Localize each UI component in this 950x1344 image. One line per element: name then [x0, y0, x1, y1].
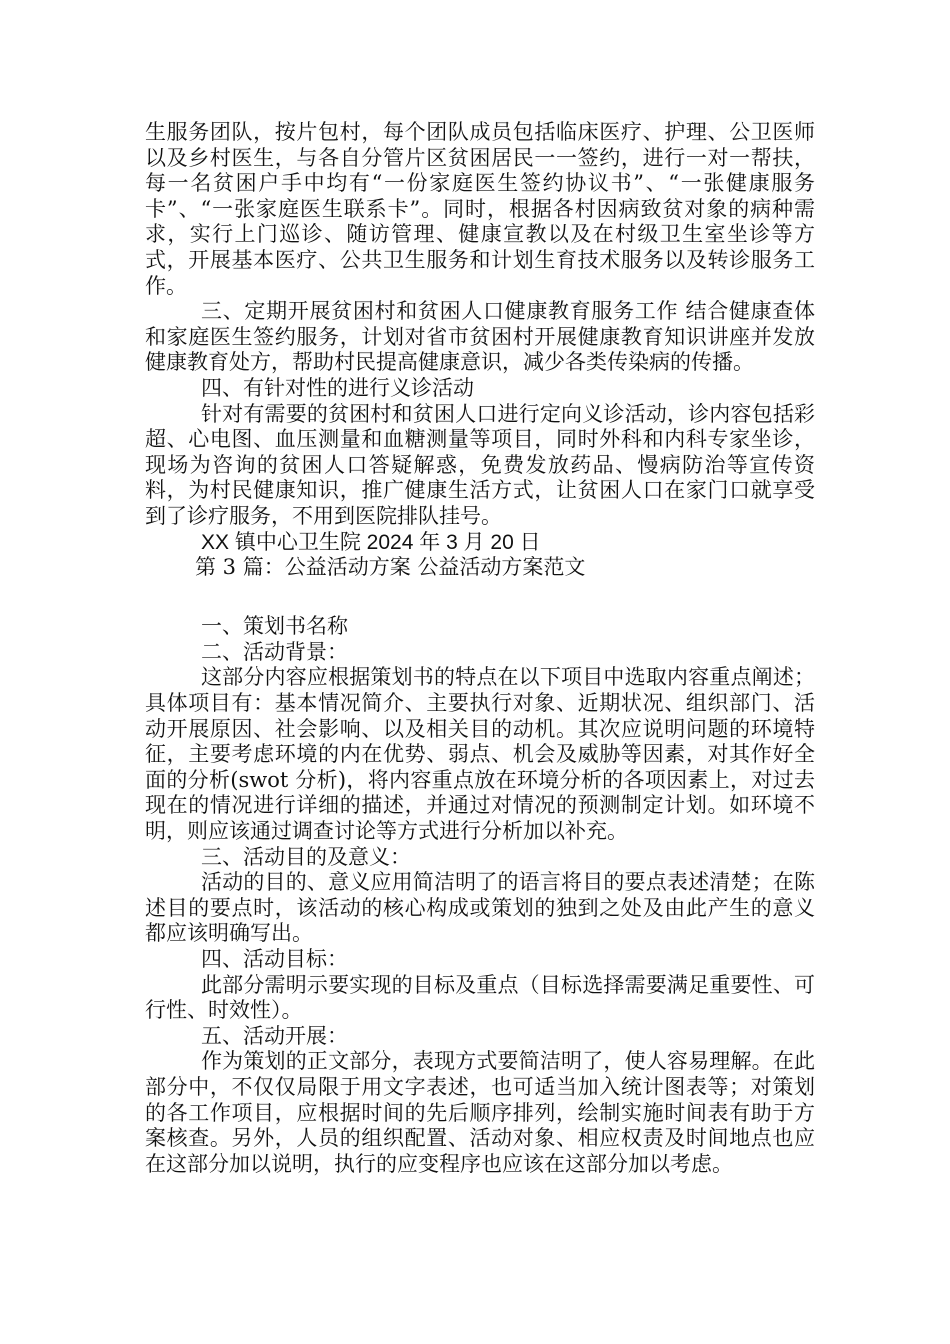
document-page: [145, 120, 815, 1177]
paragraph-goals: 此部分需明示要实现的目标及重点（目标选择需要满足重要性、可行性、时效性）。: [145, 972, 815, 1023]
paragraph-family-doctor-team: 生服务团队，按片包村，每个团队成员包括临床医疗、护理、公卫医师以及乡村医生，与各自分管片区贫困居民一一签约，进行一对一帮扶，每一名贫困户手中均有“一份家庭医生签约协议书”、“一张健康服务卡”、“一张家庭医生联系卡”。同时，根据各村因病致贫对象的病种需求，实行上门巡诊、随访管理、健康宣教以及在村级卫生室坐诊等方式，开展基本医疗、公共卫生服务和计划生育技术服务以及转诊服务工作。: [145, 120, 815, 298]
blank-line: [145, 581, 815, 607]
section-heading-goals: 四、活动目标：: [201, 947, 348, 971]
spacer: [145, 606, 815, 614]
paragraph-health-education: 三、定期开展贫困村和贫困人口健康教育服务工作 结合健康查体和家庭医生签约服务，计划对省市贫困村开展健康教育知识讲座并发放健康教育处方，帮助村民提高健康意识，减少各类传染病的传播。: [145, 299, 815, 375]
section-heading-execution: 五、活动开展：: [201, 1023, 348, 1048]
paragraph-background: 这部分内容应根据策划书的特点在以下项目中选取内容重点阐述；具体项目有：基本情况简介、主要执行对象、近期状况、组织部门、活动开展原因、社会影响、以及相关目的动机。其次应说明问题的环境特征，主要考虑环境的内在优势、弱点、机会及威胁等因素，对其作好全面的分析(swot 分析)，将内容重点放在环境分析的各项因素上，对过去现在的情况进行详细的描述，并通过对情况的预测制定计划。如环境不明，则应该通过调查讨论等方式进行分析加以补充。: [145, 665, 815, 844]
heading-free-clinic: 四、有针对性的进行义诊活动: [201, 375, 474, 400]
paragraph-free-clinic: 针对有需要的贫困村和贫困人口进行定向义诊活动，诊内容包括彩超、心电图、血压测量和血糖测量等项目，同时外科和内科专家坐诊，现场为咨询的贫困人口答疑解惑，免费发放药品、慢病防治等宣传资料，为村民健康知识，推广健康生活方式，让贫困人口在家门口就享受到了诊疗服务，不用到医院排队挂号。: [145, 401, 815, 528]
paragraph-purpose: 活动的目的、意义应用简洁明了的语言将目的要点表述清楚；在陈述目的要点时，该活动的核心构成或策划的独到之处及由此产生的意义都应该明确写出。: [145, 870, 815, 946]
section-heading-background: 二、活动背景：: [201, 639, 348, 664]
paragraph-execution: 作为策划的正文部分，表现方式要简洁明了，使人容易理解。在此部分中，不仅仅局限于用文字表述，也可适当加入统计图表等；对策划的各工作项目，应根据时间的先后顺序排列，绘制实施时间表有助于方案核查。另外，人员的组织配置、活动对象、相应权责及时间地点也应在这部分加以说明，执行的应变程序也应该在这部分加以考虑。: [145, 1049, 815, 1176]
section-heading-plan-name: 一、策划书名称: [201, 614, 348, 639]
signature-date-line: XX 镇中心卫生院 2024 年 3 月 20 日: [201, 530, 541, 554]
article-title: 第 3 篇：公益活动方案 公益活动方案范文: [195, 555, 586, 580]
section-heading-purpose: 三、活动目的及意义：: [201, 844, 411, 869]
